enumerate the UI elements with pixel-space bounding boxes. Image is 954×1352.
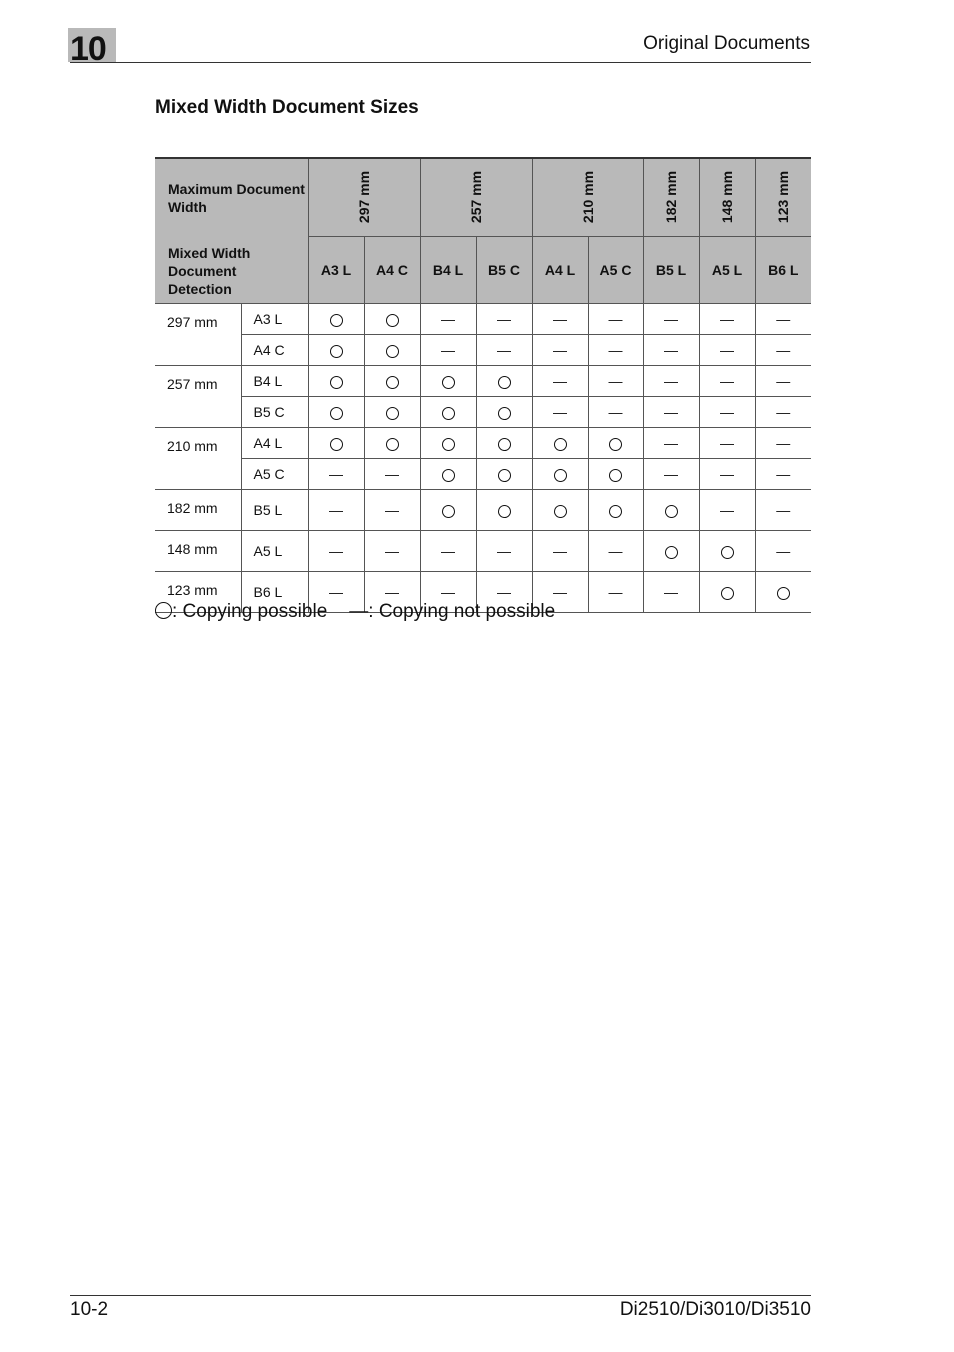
width-column-label: 148 mm [719, 170, 735, 224]
row-width-label: 257 mm [155, 366, 241, 428]
copy-not-possible-cell [308, 459, 364, 490]
copy-possible-cell [364, 397, 420, 428]
circle-icon [442, 505, 455, 518]
width-column-header [308, 158, 420, 237]
copy-possible-cell [699, 572, 755, 613]
copy-possible-cell [755, 572, 811, 613]
copy-not-possible-cell [476, 304, 532, 335]
dash-symbol: — [776, 466, 791, 482]
dash-symbol: — [608, 342, 623, 358]
footer-divider [70, 1295, 811, 1296]
dash-symbol: — [329, 543, 343, 559]
copy-possible-cell [364, 335, 420, 366]
copy-not-possible-cell [755, 490, 811, 531]
dash-symbol: — [608, 543, 623, 559]
dash-symbol: — [776, 543, 791, 559]
dash-symbol: — [441, 543, 455, 559]
copy-possible-cell [476, 490, 532, 531]
width-column-header [699, 158, 755, 237]
circle-icon [609, 438, 622, 451]
size-column-header: B5 L [643, 237, 699, 304]
copy-not-possible-cell [588, 335, 643, 366]
row-size-label: A5 C [241, 459, 308, 490]
copy-not-possible-cell [532, 531, 588, 572]
dash-symbol: — [608, 584, 623, 600]
dash-symbol: — [776, 435, 791, 451]
copy-not-possible-cell [643, 428, 699, 459]
page-heading: Mixed Width Document Sizes [155, 97, 419, 118]
dash-symbol: — [441, 311, 455, 327]
copy-possible-cell [420, 428, 476, 459]
row-size-label: A4 L [241, 428, 308, 459]
circle-icon [330, 376, 343, 389]
detection-label: Mixed Width Document Detection [168, 245, 251, 297]
circle-icon [386, 376, 399, 389]
copy-not-possible-cell [588, 572, 643, 613]
copy-not-possible-cell [532, 366, 588, 397]
size-column-header: A4 L [532, 237, 588, 304]
width-column-label: 182 mm [663, 170, 679, 224]
table-row [155, 428, 811, 459]
size-column-header: B5 C [476, 237, 532, 304]
dash-symbol: — [664, 404, 678, 420]
copy-not-possible-cell [420, 531, 476, 572]
circle-icon [155, 602, 172, 619]
dash-symbol: — [720, 502, 734, 518]
dash-symbol: — [664, 435, 678, 451]
circle-icon [442, 438, 455, 451]
size-column-header: A5 L [699, 237, 755, 304]
model-names: Di2510/Di3010/Di3510 [619, 1299, 811, 1320]
circle-icon [721, 587, 734, 600]
dash-symbol: — [553, 311, 567, 327]
width-column-label: 257 mm [468, 170, 484, 224]
table-row [155, 304, 811, 335]
size-column-header: A5 C [588, 237, 643, 304]
copy-not-possible-cell [755, 304, 811, 335]
dash-symbol: — [720, 466, 734, 482]
copy-not-possible-cell [699, 366, 755, 397]
copy-not-possible-cell [699, 490, 755, 531]
copy-possible-cell [420, 490, 476, 531]
row-size-label: B5 C [241, 397, 308, 428]
copy-possible-cell [308, 397, 364, 428]
copy-not-possible-cell [364, 490, 420, 531]
dash-symbol: — [664, 466, 678, 482]
copy-not-possible-cell [420, 335, 476, 366]
copy-not-possible-cell [755, 531, 811, 572]
page-number: 10-2 [70, 1299, 109, 1320]
copy-not-possible-cell [755, 459, 811, 490]
dash-symbol: — [720, 373, 734, 389]
circle-icon [665, 546, 678, 559]
table-row [155, 397, 811, 428]
width-column-header [755, 158, 811, 237]
copy-not-possible-cell [755, 397, 811, 428]
dash-symbol: — [608, 373, 623, 389]
copy-possible-cell [308, 335, 364, 366]
dash-symbol: — [608, 311, 623, 327]
dash-symbol: — [664, 373, 678, 389]
circle-icon [330, 438, 343, 451]
copy-possible-cell [420, 366, 476, 397]
dash-symbol: — [664, 342, 678, 358]
dash-symbol: — [776, 404, 791, 420]
circle-icon [498, 469, 511, 482]
dash-symbol: — [385, 502, 399, 518]
row-size-label: A3 L [241, 304, 308, 335]
copy-not-possible-cell [588, 366, 643, 397]
row-width-label: 148 mm [155, 531, 241, 572]
copy-possible-cell [364, 366, 420, 397]
copy-not-possible-cell [364, 531, 420, 572]
row-size-label: B5 L [241, 490, 308, 531]
table-row [155, 335, 811, 366]
circle-icon [386, 314, 399, 327]
table-row [155, 459, 811, 490]
copy-possible-cell [476, 428, 532, 459]
dash-symbol: — [497, 584, 511, 600]
copy-possible-cell [643, 531, 699, 572]
copy-not-possible-cell [420, 304, 476, 335]
circle-icon [721, 546, 734, 559]
row-width-label: 297 mm [155, 304, 241, 366]
circle-icon [609, 505, 622, 518]
size-column-header: B4 L [420, 237, 476, 304]
circle-icon [554, 505, 567, 518]
copy-not-possible-cell [588, 304, 643, 335]
copy-not-possible-cell [699, 335, 755, 366]
copy-possible-cell [364, 304, 420, 335]
table-row [155, 366, 811, 397]
row-width-label: 182 mm [155, 490, 241, 531]
dash-symbol: — [720, 311, 734, 327]
copy-not-possible-cell [755, 366, 811, 397]
copy-not-possible-cell [643, 366, 699, 397]
copy-not-possible-cell [643, 459, 699, 490]
copy-not-possible-cell [364, 459, 420, 490]
copy-possible-cell [420, 459, 476, 490]
copy-not-possible-cell [588, 531, 643, 572]
dash-symbol: — [329, 502, 343, 518]
dash-symbol: — [497, 543, 511, 559]
running-header-title: Original Documents [643, 33, 810, 54]
width-column-label: 210 mm [579, 170, 596, 224]
mixed-width-table [155, 157, 811, 613]
circle-icon [609, 469, 622, 482]
copy-possible-cell [308, 428, 364, 459]
circle-icon [498, 505, 511, 518]
dash-symbol: — [664, 584, 678, 600]
width-column-header [532, 158, 643, 237]
table-corner-header [155, 158, 308, 304]
copy-not-possible-cell [699, 397, 755, 428]
copy-not-possible-cell [755, 335, 811, 366]
dash-symbol: — [720, 435, 734, 451]
dash-symbol: — [441, 342, 455, 358]
circle-icon [665, 505, 678, 518]
copy-possible-cell [420, 397, 476, 428]
circle-icon [442, 376, 455, 389]
copy-possible-cell [699, 531, 755, 572]
circle-icon [442, 407, 455, 420]
dash-symbol: — [720, 342, 734, 358]
row-width-label: 123 mm [155, 572, 241, 613]
dash-symbol: — [553, 373, 567, 389]
size-column-header: A3 L [308, 237, 364, 304]
copy-possible-cell [532, 428, 588, 459]
dash-symbol: — [329, 584, 343, 600]
copy-possible-cell [476, 459, 532, 490]
dash-symbol: — [497, 311, 511, 327]
copy-not-possible-cell [755, 428, 811, 459]
copy-not-possible-cell [699, 459, 755, 490]
width-column-header [643, 158, 699, 237]
row-size-label: B6 L [241, 572, 308, 613]
row-size-label: B4 L [241, 366, 308, 397]
dash-symbol: — [776, 311, 791, 327]
circle-icon [442, 469, 455, 482]
table-row [155, 531, 811, 572]
dash-symbol: — [385, 543, 399, 559]
dash-symbol: — [664, 311, 678, 327]
copy-not-possible-cell [532, 335, 588, 366]
copy-possible-cell [364, 428, 420, 459]
legend-dash-symbol: — [349, 601, 369, 622]
circle-icon [777, 587, 790, 600]
circle-icon [386, 438, 399, 451]
circle-icon [386, 345, 399, 358]
copy-not-possible-cell [532, 304, 588, 335]
copy-not-possible-cell [588, 397, 643, 428]
dash-symbol: — [553, 584, 567, 600]
copy-possible-cell [588, 428, 643, 459]
dash-symbol: — [720, 404, 734, 420]
circle-icon [498, 376, 511, 389]
size-column-header: A4 C [364, 237, 420, 304]
width-header-row [155, 158, 811, 237]
legend [155, 601, 555, 623]
row-size-label: A4 C [241, 335, 308, 366]
table-row [155, 490, 811, 531]
circle-icon [386, 407, 399, 420]
header-divider [70, 62, 811, 63]
copy-not-possible-cell [308, 531, 364, 572]
circle-icon [554, 438, 567, 451]
copy-not-possible-cell [699, 304, 755, 335]
max-width-label: Maximum Document Width [168, 181, 305, 215]
copy-not-possible-cell [643, 335, 699, 366]
circle-icon [330, 345, 343, 358]
legend-not-possible-text: : Copying not possible [368, 601, 556, 622]
copy-possible-cell [588, 459, 643, 490]
circle-icon [330, 407, 343, 420]
copy-not-possible-cell [643, 397, 699, 428]
copy-possible-cell [476, 366, 532, 397]
width-column-header [420, 158, 532, 237]
width-column-label: 123 mm [775, 170, 792, 224]
copy-possible-cell [308, 366, 364, 397]
copy-not-possible-cell [532, 397, 588, 428]
circle-icon [330, 314, 343, 327]
copy-not-possible-cell [476, 335, 532, 366]
legend-possible-text: : Copying possible [172, 601, 328, 622]
row-size-label: A5 L [241, 531, 308, 572]
copy-not-possible-cell [308, 490, 364, 531]
width-column-label: 297 mm [356, 170, 372, 224]
dash-symbol: — [553, 543, 567, 559]
copy-possible-cell [643, 490, 699, 531]
copy-not-possible-cell [476, 531, 532, 572]
dash-symbol: — [776, 502, 791, 518]
dash-symbol: — [497, 342, 511, 358]
copy-not-possible-cell [643, 304, 699, 335]
row-width-label: 210 mm [155, 428, 241, 490]
dash-symbol: — [553, 342, 567, 358]
copy-possible-cell [476, 397, 532, 428]
dash-symbol: — [608, 404, 623, 420]
dash-symbol: — [385, 466, 399, 482]
circle-icon [498, 438, 511, 451]
circle-icon [554, 469, 567, 482]
dash-symbol: — [776, 342, 791, 358]
copy-possible-cell [532, 459, 588, 490]
dash-symbol: — [329, 466, 343, 482]
circle-icon [498, 407, 511, 420]
copy-possible-cell [308, 304, 364, 335]
chapter-number: 10 [70, 30, 106, 68]
copy-not-possible-cell [699, 428, 755, 459]
dash-symbol: — [385, 584, 399, 600]
size-column-header: B6 L [755, 237, 811, 304]
copy-not-possible-cell [643, 572, 699, 613]
dash-symbol: — [441, 584, 455, 600]
dash-symbol: — [776, 373, 791, 389]
dash-symbol: — [553, 404, 567, 420]
copy-possible-cell [588, 490, 643, 531]
copy-possible-cell [532, 490, 588, 531]
